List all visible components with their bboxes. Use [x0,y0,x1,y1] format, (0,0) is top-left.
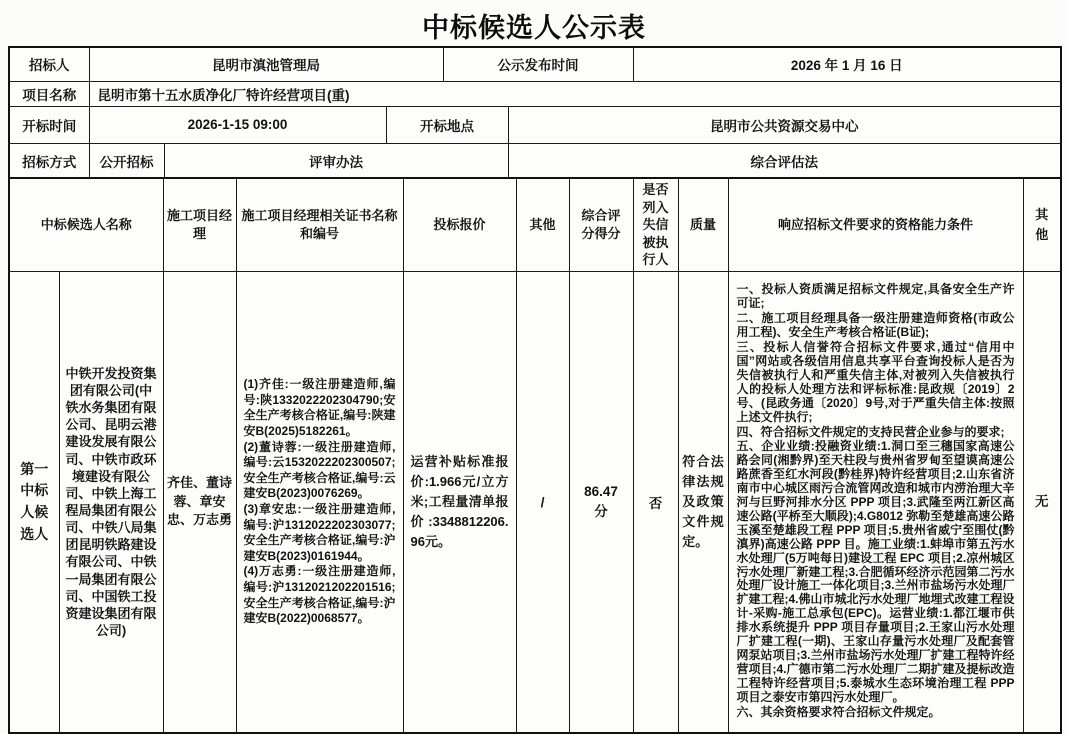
bid-open-place-label: 开标地点 [386,106,508,143]
certificate-item: (3)章安忠:一级注册建造师,编号:沪1312022202303077;安全生产考核合格证,编号:沪建安B(2023)0161944。 [243,501,396,563]
col-bid-price: 投标报价 [403,178,516,271]
candidate-other-1: / [516,271,569,733]
col-manager-certs: 施工项目经理相关证书名称和编号 [236,178,403,271]
col-dishonest-executee: 是否列入失信被执行人 [633,178,678,271]
col-other-1: 其他 [516,178,569,271]
qualification-item: 三、投标人信誉符合招标文件要求,通过“信用中国”网站或各级信用信息共享平台查询投标人是否为失信被执行人和严重失信主体,对被列入失信被执行人的投标人处理方法和评标标准:昆政规〔2019〕2号、(昆政务通〔2020〕9号,对于严重失信主体:按照上述文件执行; [736,340,1015,424]
candidate-qualifications [728,271,1023,733]
project-name-value: 昆明市第十五水质净化厂特许经营项目(重) [89,81,1061,106]
col-candidate-name: 中标候选人名称 [9,178,163,271]
info-row-method [9,143,1061,180]
bid-open-place-value: 昆明市公共资源交易中心 [508,106,1061,143]
qualification-item: 一、投标人资质满足招标文件规定,具备安全生产许可证; [736,282,1015,311]
candidate-company-name: 中铁开发投资集团有限公司(中铁水务集团有限公司、昆明云港建设发展有限公司、中铁市政环境建设有限公司、中铁上海工程局集团有限公司、中铁八局集团昆明铁路建设有限公司、中铁一局集团有限公司、中国铁工投资建设集团有限公司) [59,271,163,733]
tenderer-label: 招标人 [9,47,89,81]
certificate-item: (4)万志勇:一级注册建造师,编号:沪1312021202201516;安全生产考核合格证,编号:沪建安B(2022)0068577。 [243,564,396,626]
col-project-manager: 施工项目经理 [163,178,236,271]
info-table [8,46,1062,181]
col-qualification: 响应招标文件要求的资格能力条件 [728,178,1023,271]
candidate-other-2: 无 [1023,271,1061,733]
col-other-2: 其他 [1023,178,1061,271]
candidate-certificates [236,271,403,733]
candidate-project-managers: 齐佳、董诗蓉、章安忠、万志勇 [163,271,236,733]
candidates-table [8,177,1062,734]
candidate-rank: 第一中标人候选人 [9,271,59,733]
candidate-dishonest-executee: 否 [633,271,678,733]
info-row-bid-opening [9,106,1061,143]
publish-time-label: 公示发布时间 [443,47,633,81]
tenderer-value: 昆明市滇池管理局 [89,47,443,81]
col-quality: 质量 [678,178,728,271]
qualification-item: 六、其余资格要求符合招标文件规定。 [736,704,941,719]
tender-method-value: 公开招标 [89,143,164,180]
candidate-quality: 符合法律法规及政策文件规定。 [678,271,728,733]
candidate-score: 86.47分 [569,271,633,733]
info-row-project [9,81,1061,106]
qualification-item: 五、企业业绩:投融资业绩:1.洞口至三穗国家高速公路会同(湘黔界)至天柱段与贵州省罗甸至望谟高速公路蔗香至红水河段(黔桂界)特许经营项目;2.山东省济南市中心城区雨污合流管网改造和城市内涝治理大辛河与巨野河排水分区 PPP 项目;3.武隆至两江新区高速公路(平桥至大顺段);4.G8012 弥勒至楚雄高速公路玉溪至楚雄段工程 PPP 项目;5.贵州省威宁至围仗(黔滇界)高速公路 PPP 目。施工业绩:1.蚌埠市第五污水水处理厂(5万吨每日)建设工程 EPC 项目;2.凉州城区污水处理厂新建工程;3.合肥循环经济示范园第二污水处理厂设计施工一体化项目;3.兰州市盐场污水处理厂扩建工程;4.佛山市城北污水处理厂地埋式改建工程设计-采购-施工总承包(EPC)。运营业绩:1.都江堰市供排水系统提升 PPP 项目存量项目;2.王家山污水处理厂扩建工程(一期)、王家山存量污水处理厂及配套管网泵站项目;3.兰州市盐场污水处理厂扩建工程特许经营项目;4.广德市第二污水处理厂二期扩建及提标改造工程特许经营项目;5.泰城水生态环境治理工程 PPP 项目之泰安市第四污水处理厂。 [736,439,1015,704]
qualification-item: 四、符合招标文件规定的支持民营企业参与的要求; [736,424,1005,439]
candidate-bid-price: 运营补贴标准报价:1.966元/立方米;工程量清单报价:3348812206.96元。 [403,271,516,733]
qualification-item: 二、施工项目经理具备一级注册建造师资格(市政公用工程)、安全生产考核合格证(B证); [736,311,1015,340]
table-header-row [9,178,1061,271]
project-name-label: 项目名称 [9,81,89,106]
publish-time-value: 2026 年 1 月 16 日 [633,47,1061,81]
certificate-item: (2)董诗蓉:一级注册建造师,编号:云1532022202300507;安全生产考核合格证,编号:云建安B(2023)0076269。 [243,439,396,501]
evaluation-method-value: 综合评估法 [508,143,1061,180]
col-score: 综合评分得分 [569,178,633,271]
candidate-row [9,271,1061,733]
info-row-tenderer [9,47,1061,81]
bid-open-time-value: 2026-1-15 09:00 [89,106,386,143]
bid-open-time-label: 开标时间 [9,106,89,143]
tender-method-label: 招标方式 [9,143,89,180]
page-title: 中标候选人公示表 [422,13,646,43]
evaluation-method-label: 评审办法 [164,143,508,180]
certificate-item: (1)齐佳:一级注册建造师,编号:陕1332022202304790;安全生产考核合格证,编号:陕建安B(2025)5182261。 [243,377,396,439]
